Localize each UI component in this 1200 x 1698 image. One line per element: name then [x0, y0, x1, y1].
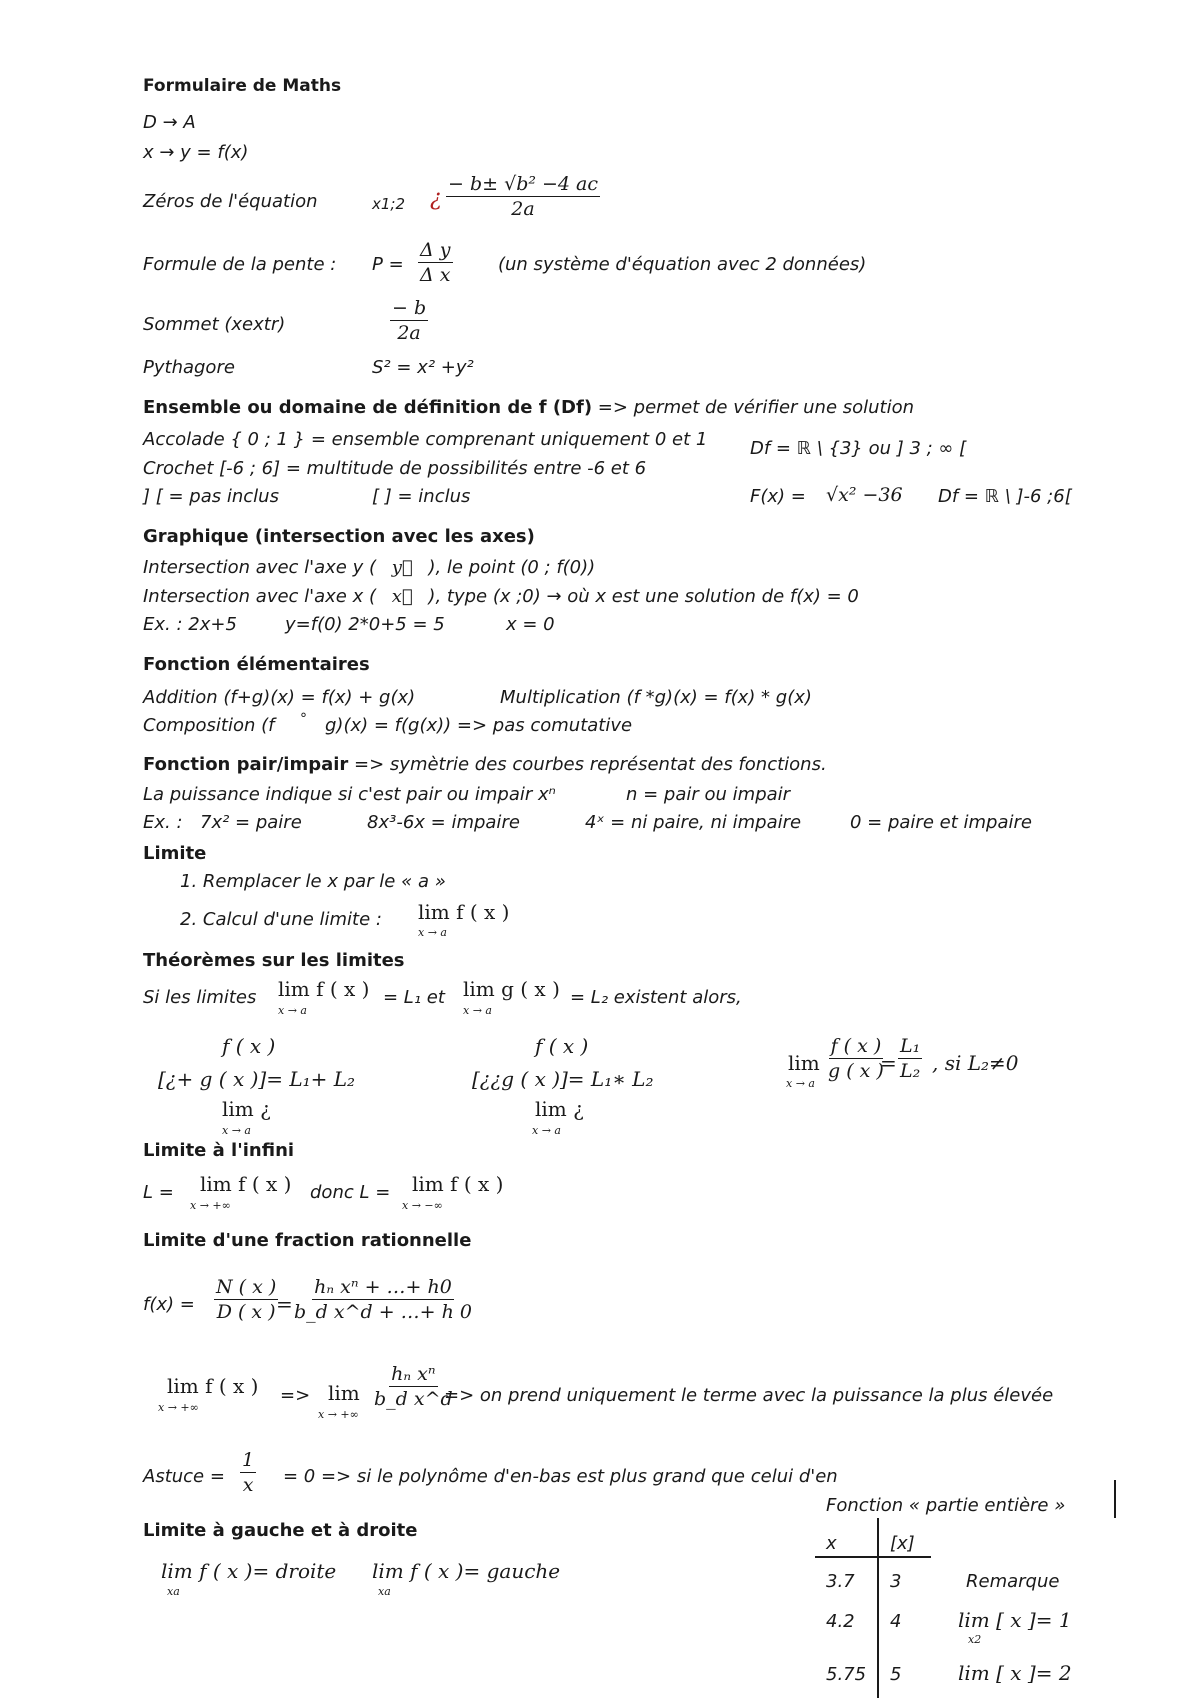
lim-gauche-sub: xa — [378, 1585, 391, 1598]
lim-gauche: lim f ( x )= gauche — [372, 1559, 561, 1583]
graphique-line1-b: ), le point (0 ; f(0)) — [428, 557, 596, 578]
astuce-num: 1 — [242, 1449, 255, 1471]
accolade-text: Accolade { 0 ; 1 } = ensemble comprenant uniquement 0 et 1 — [143, 429, 708, 450]
inclus-text: [ ] = inclus — [372, 486, 471, 507]
pair-ex2: 8x³-6x = impaire — [367, 812, 520, 833]
infini-sub-minus: x → −∞ — [402, 1199, 443, 1212]
theoremes-heading: Théorèmes sur les limites — [143, 950, 405, 971]
vector-x: x⃗ — [391, 586, 413, 607]
zeros-denominator: 2a — [511, 198, 535, 220]
domain-df1: Df = ℝ \ {3} ou ] 3 ; ∞ [ — [750, 438, 967, 459]
ensemble-heading-suffix: => permet de vérifier une solution — [597, 397, 915, 418]
col-header-fx: [x] — [890, 1533, 915, 1554]
pair-line1b: n = pair ou impair — [626, 784, 791, 805]
fraction-lim2-sub: x → +∞ — [318, 1408, 359, 1421]
zeros-numerator: − b± √b² −4 ac — [448, 173, 599, 195]
theoremes-lim-g: lim g ( x ) — [463, 977, 560, 1001]
infini-l-eq: L = — [143, 1182, 174, 1203]
quot-numerator: f ( x ) — [830, 1035, 882, 1057]
infini-lim-minus: lim f ( x ) — [412, 1172, 504, 1196]
fraction-lim2: lim — [328, 1381, 360, 1405]
pair-line1: La puissance indique si c'est pair ou impair xⁿ — [143, 784, 556, 805]
crochet-text: Crochet [-6 ; 6] = multitude de possibilités entre -6 et 6 — [143, 458, 647, 479]
lim-droite: lim f ( x )= droite — [161, 1559, 337, 1583]
table-header-rule — [815, 1556, 931, 1558]
pair-ex3: 4ˣ = ni paire, ni impaire — [585, 812, 802, 833]
pair-heading-suffix: => symètrie des courbes représentat des fonctions. — [354, 754, 827, 775]
quot-fraction-l — [898, 1034, 922, 1083]
quot-fraction — [826, 1034, 886, 1083]
row-remark-sub: x2 — [968, 1633, 982, 1646]
row-remark: lim [ x ]= 2 — [958, 1661, 1072, 1685]
row-x: 3.7 — [826, 1571, 855, 1592]
row-remark: lim [ x ]= 1 — [958, 1608, 1072, 1632]
infini-heading: Limite à l'infini — [143, 1140, 295, 1161]
theoremes-si: Si les limites — [143, 987, 257, 1008]
limite-lim-fx: lim f ( x ) — [418, 900, 510, 924]
row-value: 4 — [890, 1611, 902, 1632]
zeros-label: Zéros de l'équation — [143, 191, 318, 212]
fraction-note: => on prend uniquement le terme avec la puissance la plus élevée — [444, 1385, 1054, 1406]
addition-text: Addition (f+g)(x) = f(x) + g(x) — [143, 687, 416, 708]
quot-cond: , si L₂≠0 — [932, 1051, 1019, 1075]
sum-sub: x → a — [222, 1124, 251, 1137]
pair-ex1: 7x² = paire — [200, 812, 302, 833]
graphique-line2 — [143, 586, 859, 608]
multiplication-text: Multiplication (f *g)(x) = f(x) * g(x) — [500, 687, 812, 708]
sommet-label: Sommet (xextr) — [143, 314, 286, 335]
pente-numerator: Δ y — [420, 239, 451, 261]
fraction-fx-eq: f(x) = — [143, 1294, 195, 1315]
row-x: 4.2 — [826, 1611, 855, 1632]
pente-denominator: Δ x — [420, 264, 451, 286]
quot-lim: lim — [788, 1051, 820, 1075]
fraction-poly-num: hₙ xⁿ + …+ h0 — [314, 1276, 452, 1298]
composition-b: g)(x) = f(g(x)) => pas comutative — [325, 715, 633, 736]
quot-eq: = — [880, 1051, 897, 1075]
col-header-x: x — [826, 1533, 837, 1554]
astuce-den: x — [242, 1474, 254, 1496]
gauche-droite-heading: Limite à gauche et à droite — [143, 1520, 418, 1541]
fraction-lead-den: b_d x^d — [374, 1388, 453, 1410]
remarque-label: Remarque — [966, 1571, 1060, 1592]
quot-denominator: g ( x ) — [828, 1060, 884, 1082]
prod-top: f ( x ) — [535, 1034, 589, 1058]
infini-lim-plus: lim f ( x ) — [200, 1172, 292, 1196]
pas-inclus-text: ] [ = pas inclus — [143, 486, 279, 507]
limite-lim-sub: x → a — [418, 926, 447, 939]
infini-sub-plus: x → +∞ — [190, 1199, 231, 1212]
astuce-text: = 0 => si le polynôme d'en-bas est plus grand que celui d'en — [283, 1466, 838, 1487]
pythagore-formula: S² = x² +y² — [372, 357, 474, 378]
sum-bot: lim ¿ — [222, 1097, 271, 1121]
graphique-line1-a: Intersection avec l'axe y ( — [143, 557, 376, 578]
fraction-lead-num: hₙ xⁿ — [391, 1363, 436, 1385]
prod-sub: x → a — [532, 1124, 561, 1137]
ensemble-heading: Ensemble ou domaine de définition de f (Df) — [143, 397, 593, 418]
partie-entiere-title: Fonction « partie entière » — [826, 1495, 1066, 1516]
quot-l2: L₂ — [900, 1060, 921, 1082]
fraction-lim-fx: lim f ( x ) — [167, 1374, 259, 1398]
page-title: Formulaire de Maths — [143, 76, 342, 96]
composition-circle: ° — [300, 711, 307, 727]
row-value: 3 — [890, 1571, 902, 1592]
theoremes-eq2: = L₂ existent alors, — [570, 987, 742, 1008]
graphique-line1 — [143, 557, 595, 579]
pair-heading: Fonction pair/impair — [143, 754, 349, 775]
sum-mid: [¿+ g ( x )]= L₁+ L₂ — [158, 1067, 356, 1091]
theoremes-lim-f: lim f ( x ) — [278, 977, 370, 1001]
sommet-fraction — [390, 296, 428, 345]
limite-heading: Limite — [143, 843, 207, 864]
astuce-label: Astuce = — [143, 1466, 225, 1487]
astuce-fraction — [240, 1448, 256, 1497]
pair-heading-line — [143, 754, 827, 776]
quot-sub: x → a — [786, 1077, 815, 1090]
ensemble-heading-line — [143, 397, 914, 419]
fx-root: √x² −36 — [826, 484, 903, 506]
fraction-poly-den: b_d x^d + …+ h 0 — [294, 1301, 472, 1323]
table-column-rule — [877, 1518, 879, 1698]
elementaires-heading: Fonction élémentaires — [143, 654, 370, 675]
function-def: x → y = f(x) — [143, 142, 249, 163]
infini-donc: donc L = — [310, 1182, 391, 1203]
lim-droite-sub: xa — [167, 1585, 180, 1598]
fraction-lead — [372, 1362, 455, 1411]
theoremes-eq1: = L₁ et — [383, 987, 445, 1008]
graphique-line2-a: Intersection avec l'axe x ( — [143, 586, 376, 607]
domain-df2: Df = ℝ \ ]-6 ;6[ — [938, 486, 1072, 507]
fraction-nd — [214, 1275, 278, 1324]
margin-rule — [1114, 1480, 1116, 1518]
theoremes-sub-f: x → a — [278, 1004, 307, 1017]
row-x: 5.75 — [826, 1664, 867, 1685]
pente-label: Formule de la pente : — [143, 254, 337, 275]
pente-fraction — [418, 238, 453, 287]
pair-ex4: 0 = paire et impaire — [850, 812, 1032, 833]
pair-ex-label: Ex. : — [143, 812, 183, 833]
pente-note: (un système d'équation avec 2 données) — [498, 254, 867, 275]
graphique-line2-b: ), type (x ;0) → où x est une solution de f(x) = 0 — [428, 586, 859, 607]
prod-mid: [¿¿g ( x )]= L₁∗ L₂ — [472, 1067, 654, 1091]
graphique-ex-b: y=f(0) 2*0+5 = 5 — [285, 614, 445, 635]
graphique-heading: Graphique (intersection avec les axes) — [143, 526, 535, 547]
prod-bot: lim ¿ — [535, 1097, 584, 1121]
domain-arrow: D → A — [143, 112, 196, 133]
pente-var: P = — [372, 254, 404, 275]
fraction-lim-sub: x → +∞ — [158, 1401, 199, 1414]
fraction-heading: Limite d'une fraction rationnelle — [143, 1230, 472, 1251]
pythagore-label: Pythagore — [143, 357, 235, 378]
fx-label: F(x) = — [750, 486, 806, 507]
row-value: 5 — [890, 1664, 902, 1685]
theoremes-sub-g: x → a — [463, 1004, 492, 1017]
graphique-ex-c: x = 0 — [506, 614, 555, 635]
limite-item2: 2. Calcul d'une limite : — [180, 909, 382, 930]
fraction-d: D ( x ) — [216, 1301, 276, 1323]
zeros-fraction — [446, 172, 600, 221]
sommet-denominator: 2a — [397, 322, 421, 344]
fraction-poly — [292, 1275, 474, 1324]
limite-item1: 1. Remplacer le x par le « a » — [180, 871, 446, 892]
sum-top: f ( x ) — [222, 1034, 276, 1058]
fraction-arrow: => — [280, 1385, 311, 1406]
fraction-n: N ( x ) — [216, 1276, 277, 1298]
zeros-var: x1;2 — [372, 195, 406, 213]
quot-l1: L₁ — [900, 1035, 921, 1057]
zeros-marker: ¿ — [430, 186, 442, 211]
sommet-numerator: − b — [392, 297, 427, 319]
graphique-ex-a: Ex. : 2x+5 — [143, 614, 237, 635]
composition-a: Composition (f — [143, 715, 275, 736]
vector-y: y⃗ — [391, 557, 413, 578]
fraction-eq: = — [276, 1292, 293, 1316]
